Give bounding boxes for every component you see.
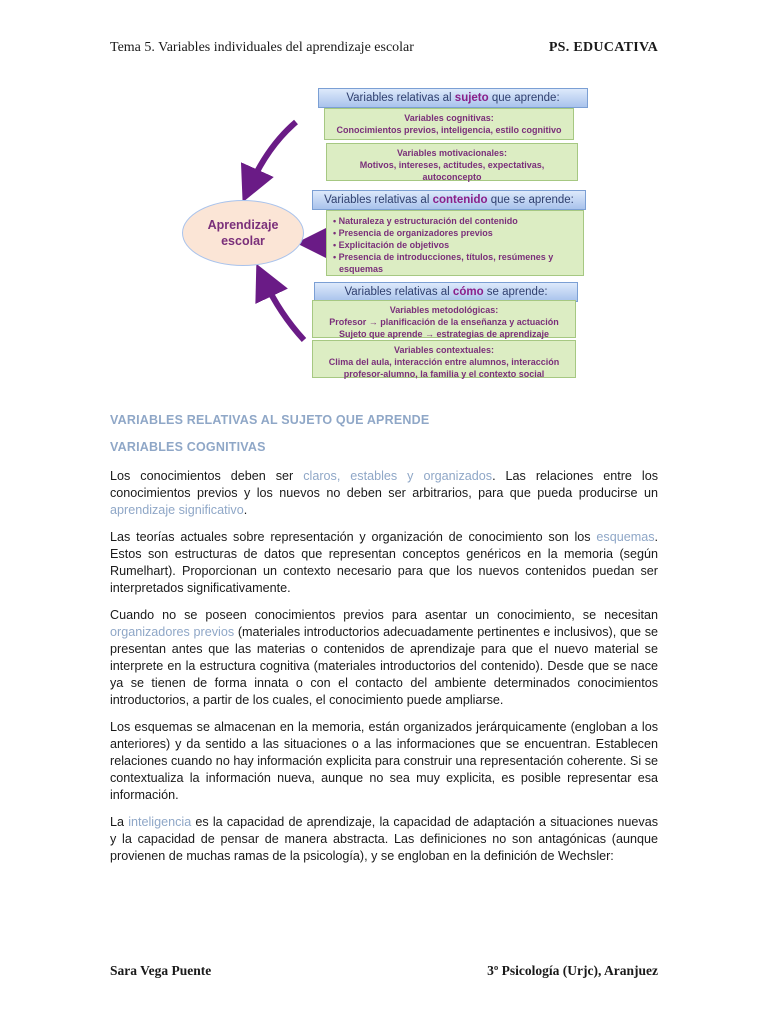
highlight-term: inteligencia <box>128 815 192 829</box>
center-line2: escolar <box>221 234 265 248</box>
list-item: • Naturaleza y estructuración del contenido <box>333 216 518 226</box>
paragraph-3: Cuando no se poseen conocimientos previos para asentar un conocimiento, se necesitan organizadores previos (materiales introductorios adecuadamente pertinentes e inclusivos), que se presentan antes que las materias o contenidos de aprendizaje para que el nuevo material se interprete en la estructura cognitiva (materiales introductorios del contenido). Desde que se nace ya se tienen de forma innata o con el contacto del ambiente determinados conocimientos introductorios, a partir de los cuales, el conocimiento puede ampliarse. <box>110 608 658 707</box>
page-header <box>110 40 658 62</box>
arrow-sujeto <box>250 122 296 186</box>
box-motivacionales: Variables motivacionales: Motivos, intereses, actitudes, expectativas, autoconcepto <box>326 143 578 181</box>
highlight-term: aprendizaje significativo <box>110 503 244 517</box>
list-item: • Explicitación de objetivos <box>333 240 450 250</box>
header-topic: Tema 5. Variables individuales del aprendizaje escolar <box>110 40 414 55</box>
box-cognitivas: Variables cognitivas: Conocimientos previos, inteligencia, estilo cognitivo <box>324 108 574 140</box>
highlight-term: esquemas <box>596 530 655 544</box>
body-content <box>110 410 658 875</box>
center-line1: Aprendizaje <box>207 218 279 232</box>
section-contenido-header: Variables relativas al contenido que se aprende: <box>312 190 586 210</box>
box-contenido-list <box>326 210 584 276</box>
list-item: • Presencia de organizadores previos <box>333 228 493 238</box>
header-subject: PS. EDUCATIVA <box>548 40 658 55</box>
box-metodologicas: Variables metodológicas: Profesor → planificación de la enseñanza y actuación Sujeto que aprende → estrategias de aprendizaje <box>312 300 576 338</box>
section-como-header: Variables relativas al cómo se aprende: <box>314 282 578 302</box>
page-footer <box>110 963 658 985</box>
arrow-como <box>264 280 304 340</box>
footer-author: Sara Vega Puente <box>110 963 212 978</box>
paragraph-5: La inteligencia es la capacidad de aprendizaje, la capacidad de adaptación a situaciones nuevas y la capacidad de pensar de manera abstracta. Las definiciones no son antagónicas (aunque provienen de muchas ramas de la psicología), y se engloban en la definición de Wechsler: <box>110 815 658 863</box>
list-item: • Presencia de introducciones, títulos, resúmenes y <box>333 252 554 262</box>
list-item: esquemas <box>339 264 384 274</box>
footer-course: 3º Psicología (Urjc), Aranjuez <box>487 963 658 978</box>
subsection-heading: VARIABLES COGNITIVAS <box>110 440 266 454</box>
paragraph-2: Las teorías actuales sobre representación y organización de conocimiento son los esquemas. Estos son estructuras de datos que representan conceptos genéricos en la memoria (según Rumelhart). Proporcionan un contexto necesario para que los nuevos contenidos puedan ser interpretados significativamente. <box>110 530 658 595</box>
variables-diagram <box>180 86 586 380</box>
box-contextuales: Variables contextuales: Clima del aula, interacción entre alumnos, interacción profesor-alumno, la familia y el contexto social <box>312 340 576 378</box>
highlight-term: claros, estables y organizados <box>303 469 493 483</box>
paragraph-4: Los esquemas se almacenan en la memoria, están organizados jerárquicamente (engloban a los anteriores) y da sentido a las situaciones o a las informaciones que se encuentran. Establecen relaciones cuando no hay información explicita para construir una representación coherente. Si se contextualiza la información nueva, aunque no sea muy explicita, es posible representar esa información. <box>110 720 658 802</box>
highlight-term: organizadores previos <box>110 625 235 639</box>
section-sujeto-header: Variables relativas al sujeto que aprende: <box>318 88 588 108</box>
section-heading: VARIABLES RELATIVAS AL SUJETO QUE APRENDE <box>110 413 430 427</box>
center-node <box>182 200 304 266</box>
paragraph-1: Los conocimientos deben ser claros, estables y organizados. Las relaciones entre los conocimientos previos y los nuevos no deben ser arbitrarios, para que pueda producirse un aprendizaje significativo. <box>110 469 658 517</box>
